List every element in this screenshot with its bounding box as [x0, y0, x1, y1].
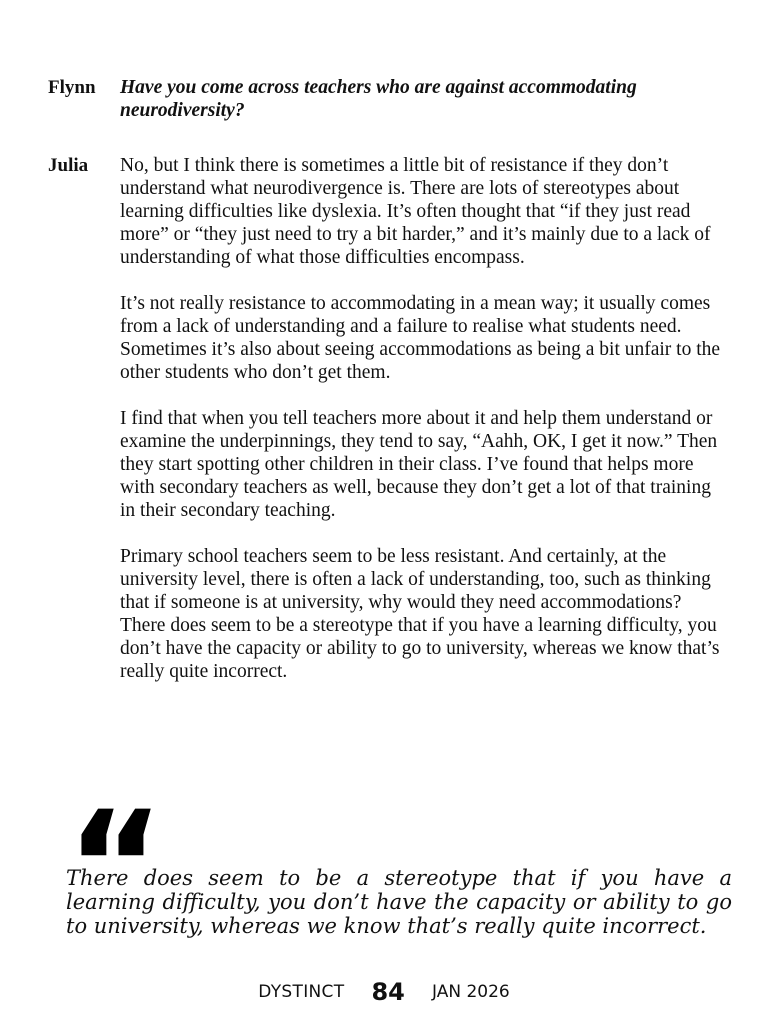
page-footer	[0, 978, 768, 1006]
issue-date: JAN 2026	[431, 982, 510, 1002]
page-number: 84	[371, 978, 405, 1006]
speaker-name-julia: Julia	[48, 155, 89, 176]
interview-question-block	[48, 76, 728, 122]
answer-paragraph: Primary school teachers seem to be less resistant. And certainly, at the university level, there is often a lack of understanding, too, such as thinking that if someone is at university, why would they need accommodations? There does seem to be a stereotype that if you have a learning difficulty, you don’t have the capacity or ability to go to university, whereas we know that’s really quite incorrect.	[120, 546, 720, 682]
answer-paragraph: It’s not really resistance to accommodating in a mean way; it usually comes from a lack of understanding and a failure to realise what students need. Sometimes it’s also about seeing accommodations as being a bit unfair to the other students who don’t get them.	[120, 293, 721, 383]
speaker-name-flynn: Flynn	[48, 77, 96, 98]
pull-quote: There does seem to be a stereotype that if you have a learning difficulty, you don’t have the capacity or ability to go to university, whereas we know that’s really quite incorrect.	[66, 866, 732, 938]
interview-question: Have you come across teachers who are against accommodating neurodiversity?	[120, 77, 637, 121]
answer-body	[120, 154, 728, 683]
answer-paragraph: No, but I think there is sometimes a little bit of resistance if they don’t understand what neurodivergence is. There are lots of stereotypes about learning difficulties like dyslexia. It’s often thought that “if they just read more” or “they just need to try a bit harder,” and it’s mainly due to a lack of understanding of what those difficulties encompass.	[120, 155, 711, 268]
answer-paragraph: I find that when you tell teachers more about it and help them understand or examine the underpinnings, they tend to say, “Aahh, OK, I get it now.” Then they start spotting other children in their class. I’ve found that helps more with secondary teachers as well, because they don’t get a lot of that training in their secondary teaching.	[120, 408, 718, 521]
quote-mark-icon: “	[66, 780, 159, 954]
magazine-name: DYSTINCT	[258, 982, 345, 1002]
interview-answer-block	[48, 154, 728, 706]
